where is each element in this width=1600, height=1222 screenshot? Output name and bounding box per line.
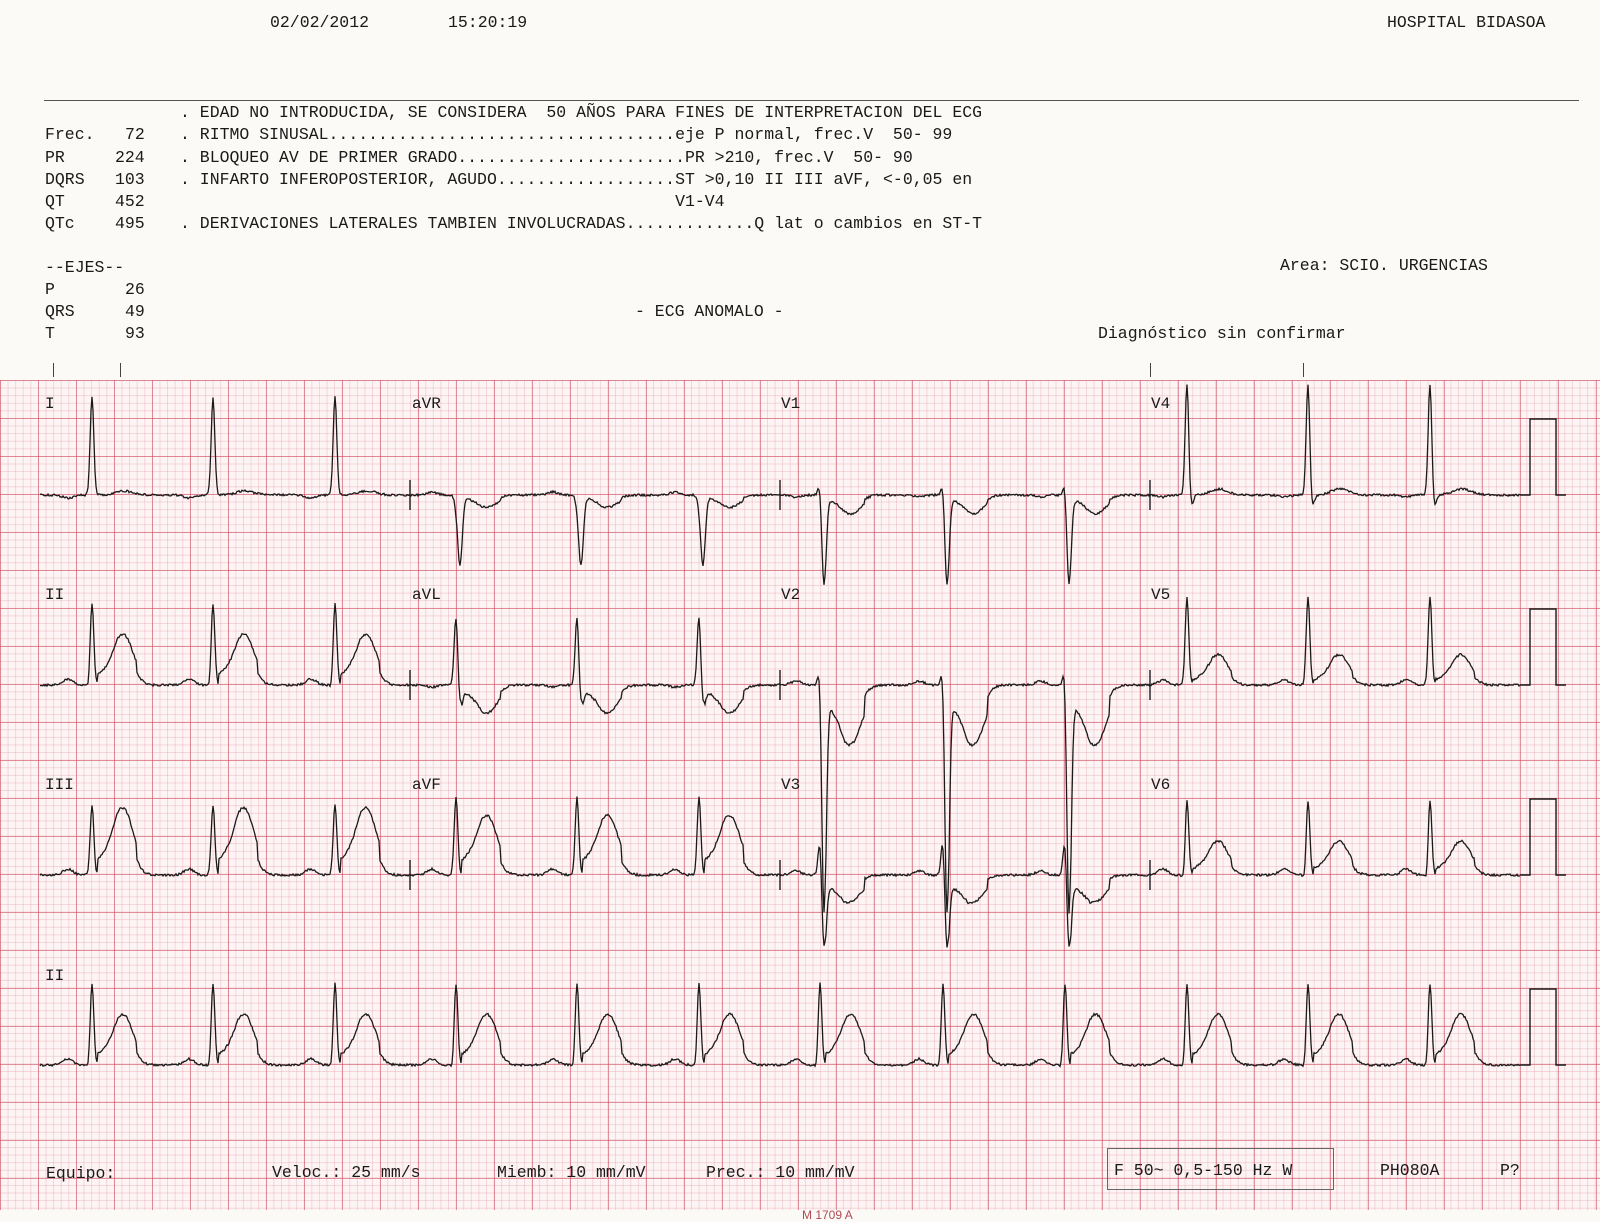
record-date: 02/02/2012 [270, 13, 370, 32]
calibration-pulse [1520, 419, 1566, 495]
ecg-trace [780, 488, 1150, 585]
lead-label-v4: V4 [1151, 395, 1171, 413]
axis-value-t: 93 [125, 324, 145, 343]
lead-label-v3: V3 [781, 776, 801, 794]
lead-label-avl: aVL [412, 586, 441, 604]
ecg-trace [780, 846, 1150, 948]
lead-label-i: I [45, 395, 55, 413]
ecg-trace [40, 603, 410, 686]
measure-label-qtc: QTc [45, 214, 75, 233]
lead-label-avr: aVR [412, 395, 441, 413]
paper-id: M 1709 A [802, 1208, 853, 1222]
axis-value-qrs: 49 [125, 302, 145, 321]
axis-value-p: 26 [125, 280, 145, 299]
axis-label-t: T [45, 324, 55, 343]
lead-label-ii: II [45, 586, 65, 604]
footer-limb-gain: Miemb: 10 mm/mV [497, 1163, 646, 1182]
axis-label-qrs: QRS [45, 302, 75, 321]
measure-label-qrs: DQRS [45, 170, 85, 189]
calibration-pulse [1520, 799, 1566, 875]
ecg-trace [780, 676, 1150, 913]
hospital-name: HOSPITAL BIDASOA [1387, 13, 1546, 32]
footer-p: P? [1500, 1161, 1520, 1180]
measure-value-pr: 224 [115, 148, 145, 167]
ecg-trace [410, 797, 780, 877]
ecg-trace [40, 805, 410, 877]
lead-label-iii: III [45, 776, 74, 794]
footer-device: PH080A [1380, 1161, 1440, 1180]
interpretation-line: . DERIVACIONES LATERALES TAMBIEN INVOLUCRADAS.............Q lat o cambios en ST-T [180, 214, 983, 233]
ecg-trace [1150, 597, 1520, 686]
footer-precordial-gain: Prec.: 10 mm/mV [706, 1163, 855, 1182]
ecg-summary: - ECG ANOMALO - [635, 302, 784, 321]
calibration-pulse [1520, 989, 1566, 1065]
measure-value-qt: 452 [115, 192, 145, 211]
footer-speed: Veloc.: 25 mm/s [272, 1163, 421, 1182]
measure-value-rate: 72 [125, 125, 145, 144]
measure-value-qrs: 103 [115, 170, 145, 189]
lead-label-rhythm-ii: II [45, 967, 65, 985]
footer-filter: F 50~ 0,5-150 Hz W [1114, 1161, 1293, 1180]
lead-label-v6: V6 [1151, 776, 1171, 794]
lead-label-avf: aVF [412, 776, 441, 794]
measure-label-pr: PR [45, 148, 65, 167]
ecg-trace [40, 396, 410, 499]
interpretation-line: . EDAD NO INTRODUCIDA, SE CONSIDERA 50 AÑOS PARA FINES DE INTERPRETACION DEL ECG [180, 103, 983, 122]
interpretation-line: . BLOQUEO AV DE PRIMER GRADO.......................PR >210, frec.V 50- 90 [180, 148, 913, 167]
footer-equipo: Equipo: [46, 1164, 116, 1183]
ecg-trace [1150, 800, 1520, 876]
ecg-trace [40, 983, 1520, 1067]
interpretation-line: V1-V4 [180, 192, 725, 211]
interpretation-line: . INFARTO INFEROPOSTERIOR, AGUDO..................ST >0,10 II III aVF, <-0,05 en [180, 170, 973, 189]
calibration-pulse [1520, 609, 1566, 685]
interpretation-line: . RITMO SINUSAL...................................eje P normal, frec.V 50- 99 [180, 125, 953, 144]
record-time: 15:20:19 [448, 13, 528, 32]
measure-label-qt: QT [45, 192, 65, 211]
axis-label-p: P [45, 280, 55, 299]
lead-label-v1: V1 [781, 395, 801, 413]
measure-label-rate: Frec. [45, 125, 95, 144]
area-label: Area: SCIO. URGENCIAS [1280, 256, 1488, 275]
axes-title: --EJES-- [45, 258, 125, 277]
lead-label-v2: V2 [781, 586, 801, 604]
ecg-trace [1150, 385, 1520, 505]
measure-value-qtc: 495 [115, 214, 145, 233]
lead-label-v5: V5 [1151, 586, 1171, 604]
ecg-trace [410, 491, 780, 566]
ecg-trace [410, 618, 780, 714]
diagnosis-status: Diagnóstico sin confirmar [1098, 324, 1346, 343]
